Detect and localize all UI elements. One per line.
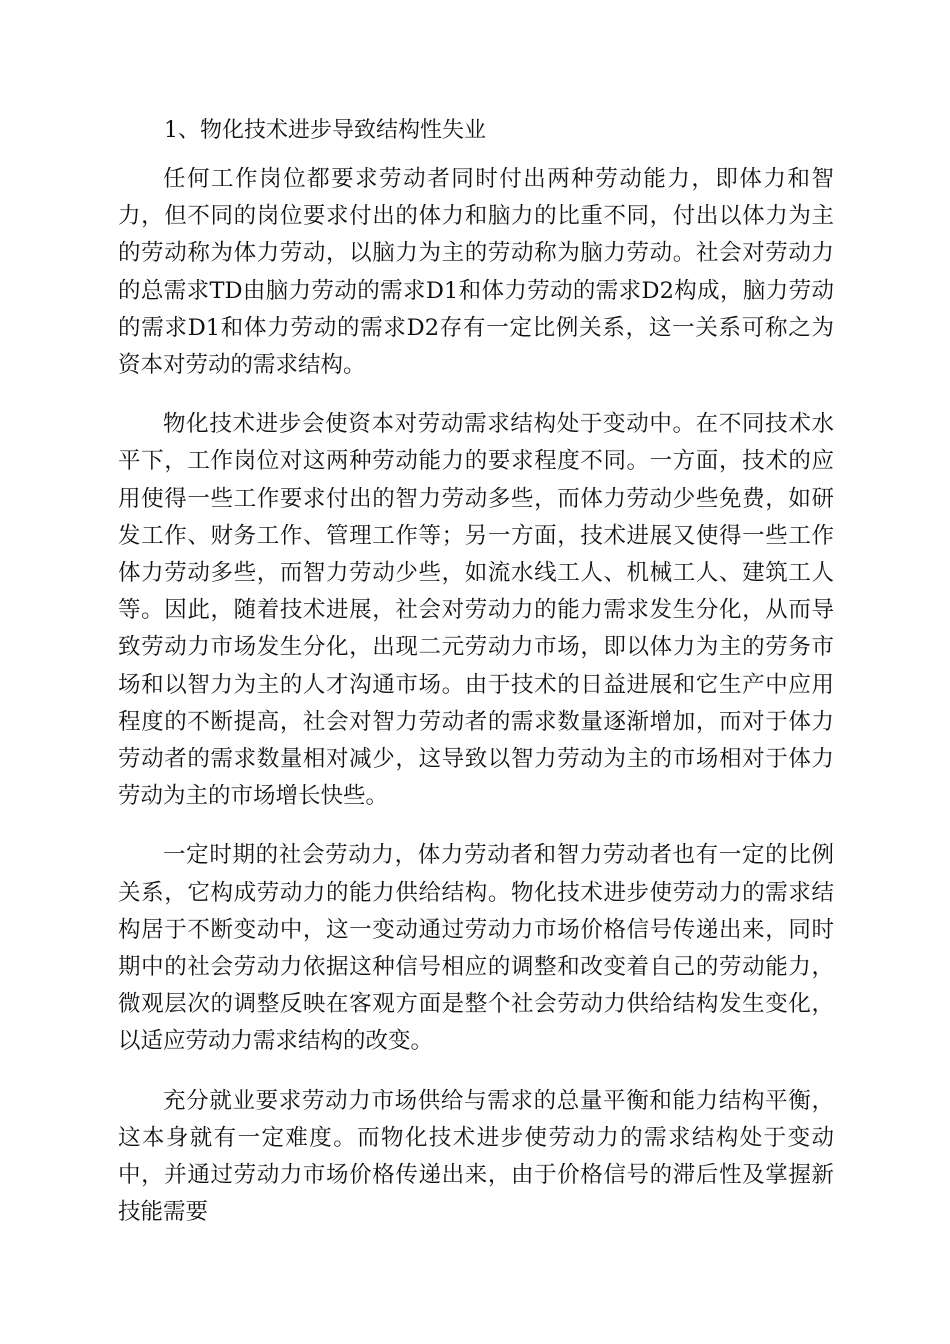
paragraph-2: 物化技术进步会使资本对劳动需求结构处于变动中。在不同技术水平下，工作岗位对这两种劳动能力的要求程度不同。一方面，技术的应用使得一些工作要求付出的智力劳动多些，而体力劳动少些免费，如研发工作、财务工作、管理工作等；另一方面，技术进展又使得一些工作体力劳动多些，而智力劳动少些，如流水线工人、机械工人、建筑工人等。因此，随着技术进展，社会对劳动力的能力需求发生分化，从而导致劳动力市场发生分化，出现二元劳动力市场，即以体力为主的劳务市场和以智力为主的人才沟通市场。由于技术的日益进展和它生产中应用程度的不断提高，社会对智力劳动者的需求数量逐渐增加，而对于体力劳动者的需求数量相对减少，这导致以智力劳动为主的市场相对于体力劳动为主的市场增长快些。 (118, 411, 834, 810)
paragraph-1: 任何工作岗位都要求劳动者同时付出两种劳动能力，即体力和智力，但不同的岗位要求付出的体力和脑力的比重不同，付出以体力为主的劳动称为体力劳动，以脑力为主的劳动称为脑力劳动。社会对劳动力的总需求TD由脑力劳动的需求D1和体力劳动的需求D2构成，脑力劳动的需求D1和体力劳动的需求D2存有一定比例关系，这一关系可称之为资本对劳动的需求结构。 (118, 166, 834, 379)
section-heading: 1、物化技术进步导致结构性失业 (164, 118, 486, 143)
paragraph-4: 充分就业要求劳动力市场供给与需求的总量平衡和能力结构平衡，这本身就有一定难度。而物化技术进步使劳动力的需求结构处于变动中，并通过劳动力市场价格传递出来，由于价格信号的滞后性及掌握新技能需要 (118, 1087, 834, 1226)
document-page (118, 112, 834, 1253)
paragraph-3: 一定时期的社会劳动力，体力劳动者和智力劳动者也有一定的比例关系，它构成劳动力的能力供给结构。物化技术进步使劳动力的需求结构居于不断变动中，这一变动通过劳动力市场价格信号传递出来，同时期中的社会劳动力依据这种信号相应的调整和改变着自己的劳动能力，微观层次的调整反映在客观方面是整个社会劳动力供给结构发生变化，以适应劳动力需求结构的改变。 (118, 842, 834, 1055)
